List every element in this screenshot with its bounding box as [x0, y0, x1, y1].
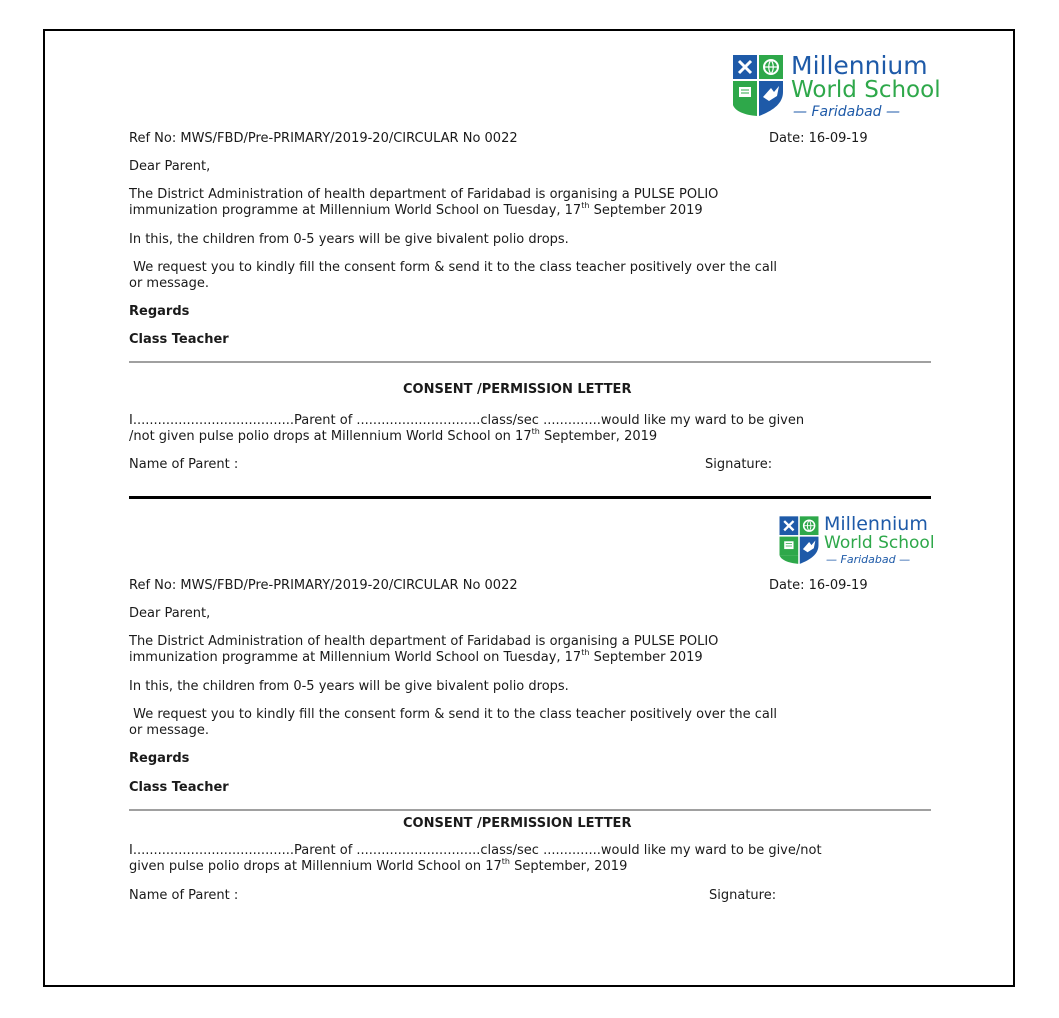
school-logo-top — [730, 51, 941, 122]
cut-line — [129, 496, 931, 499]
salutation: Dear Parent, — [129, 159, 211, 174]
school-name-line3: — Faridabad — — [793, 104, 900, 120]
regards: Regards — [129, 304, 190, 319]
announcement-line1: The District Administration of health department of Faridabad is organising a PULSE POLIO — [129, 187, 719, 202]
school-crest-icon — [777, 514, 821, 567]
parent-name-label: Name of Parent : — [129, 888, 239, 903]
announcement-line2: immunization programme at Millennium World School on Tuesday, 17th September 2019 — [129, 200, 703, 218]
circular-date: Date: 16-09-19 — [769, 578, 868, 593]
signature-label: Signature: — [705, 457, 773, 472]
school-logo-bottom — [777, 514, 937, 568]
consent-statement-line2: given pulse polio drops at Millennium World School on 17th September, 2019 — [129, 856, 628, 874]
section-divider — [129, 809, 931, 811]
request-line1: We request you to kindly fill the consent form & send it to the class teacher positively over the call — [129, 260, 778, 275]
salutation: Dear Parent, — [129, 606, 211, 621]
school-name-line2: World School — [791, 77, 941, 103]
class-teacher-signoff: Class Teacher — [129, 332, 229, 347]
ref-number: Ref No: MWS/FBD/Pre-PRIMARY/2019-20/CIRCULAR No 0022 — [129, 578, 518, 593]
signature-label: Signature: — [709, 888, 777, 903]
class-teacher-signoff: Class Teacher — [129, 780, 229, 795]
age-group-note: In this, the children from 0-5 years will be give bivalent polio drops. — [129, 232, 569, 247]
school-name-line2: World School — [824, 533, 935, 553]
school-name-line1: Millennium — [824, 513, 928, 535]
consent-statement-line2: /not given pulse polio drops at Millennium World School on 17th September, 2019 — [129, 426, 658, 444]
consent-title: CONSENT /PERMISSION LETTER — [403, 382, 632, 397]
request-line1: We request you to kindly fill the consent form & send it to the class teacher positively over the call — [129, 707, 778, 722]
school-crest-icon — [730, 52, 786, 120]
circular-page — [43, 29, 1015, 987]
announcement-line1: The District Administration of health department of Faridabad is organising a PULSE POLIO — [129, 634, 719, 649]
section-divider — [129, 361, 931, 363]
school-name-line1: Millennium — [791, 51, 928, 80]
request-line2: or message. — [129, 723, 209, 738]
age-group-note: In this, the children from 0-5 years will be give bivalent polio drops. — [129, 679, 569, 694]
ref-number: Ref No: MWS/FBD/Pre-PRIMARY/2019-20/CIRCULAR No 0022 — [129, 131, 518, 146]
parent-name-label: Name of Parent : — [129, 457, 239, 472]
school-name-line3: — Faridabad — — [826, 553, 911, 566]
consent-statement-line1: I.......................................Parent of ..............................class/sec ..............would like my ward to be give/not — [129, 843, 822, 858]
consent-title: CONSENT /PERMISSION LETTER — [403, 816, 632, 831]
circular-date: Date: 16-09-19 — [769, 131, 868, 146]
announcement-line2: immunization programme at Millennium World School on Tuesday, 17th September 2019 — [129, 647, 703, 665]
consent-statement-line1: I.......................................Parent of ..............................class/sec ..............would like my ward to be given — [129, 413, 805, 428]
regards: Regards — [129, 751, 190, 766]
request-line2: or message. — [129, 276, 209, 291]
